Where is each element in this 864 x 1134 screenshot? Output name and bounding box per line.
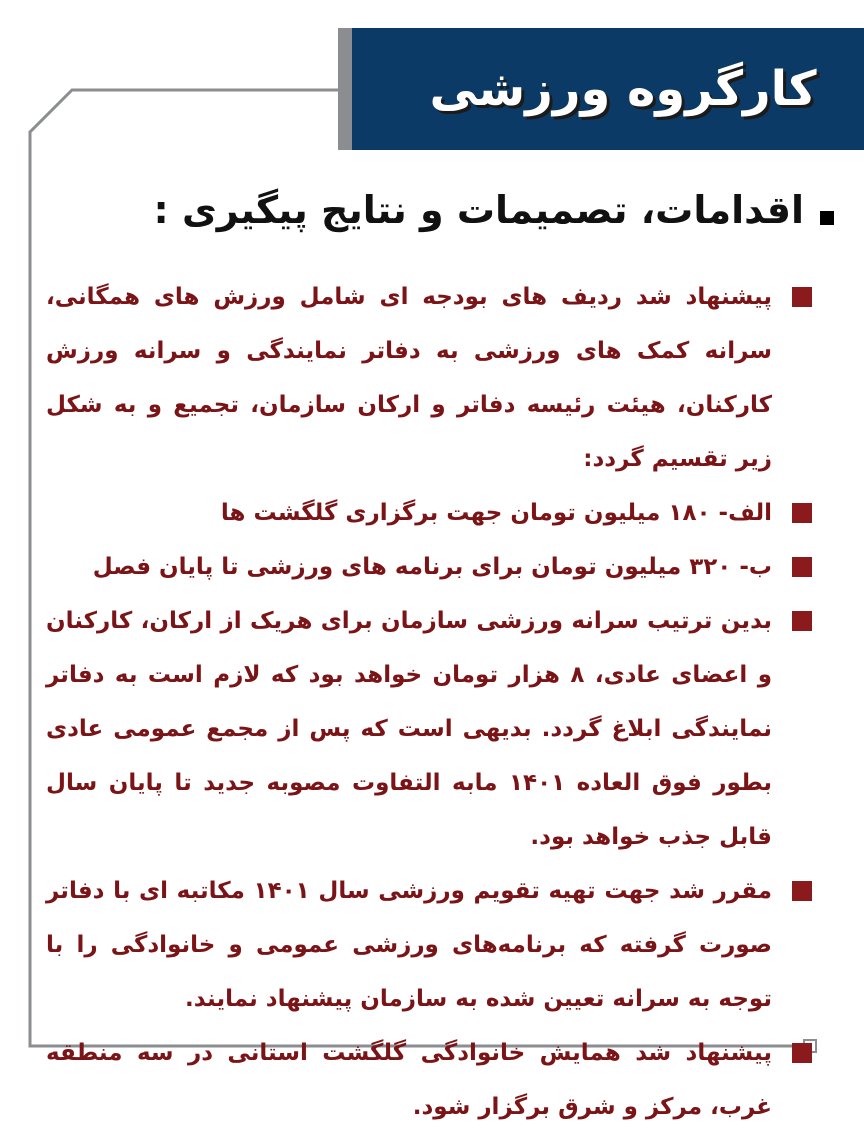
square-bullet-icon xyxy=(792,557,812,577)
list-item xyxy=(46,594,816,864)
list-item-text: ب- ۳۲۰ میلیون تومان برای برنامه های ورزشی تا پایان فصل xyxy=(92,554,772,580)
list-item-text: پیشنهاد شد ردیف های بودجه ای شامل ورزش های همگانی، سرانه کمک های ورزشی به دفاتر نمایندگی و سرانه ورزش کارکنان، هیئت رئیسه دفاتر و ارکان سازمان، تجمیع و به شکل زیر تقسیم گردد: xyxy=(46,284,772,472)
page-title: کارگروه ورزشی xyxy=(429,61,817,117)
section-heading xyxy=(154,188,834,232)
list-item xyxy=(46,540,816,594)
square-bullet-icon xyxy=(792,611,812,631)
list-item xyxy=(46,270,816,486)
list-item xyxy=(46,864,816,1026)
square-bullet-icon xyxy=(792,1043,812,1063)
list-item xyxy=(46,486,816,540)
section-heading-text: اقدامات، تصمیمات و نتایج پیگیری : xyxy=(153,188,804,232)
square-bullet-icon xyxy=(792,503,812,523)
list-item-text: پیشنهاد شد همایش خانوادگی گلگشت استانی در سه منطقه غرب، مرکز و شرق برگزار شود. xyxy=(46,1040,772,1120)
square-bullet-icon xyxy=(792,881,812,901)
square-bullet-icon xyxy=(792,287,812,307)
list-item-text: الف- ۱۸۰ میلیون تومان جهت برگزاری گلگشت ها xyxy=(220,500,772,526)
list-item xyxy=(46,1026,816,1134)
heading-bullet-icon xyxy=(820,211,834,225)
list-item-text: بدین ترتیب سرانه ورزشی سازمان برای هریک از ارکان، کارکنان و اعضای عادی، ۸ هزار تومان خواهد بود که لازم است به دفاتر نمایندگی ابلاغ گردد. بدیهی است که پس از مجمع عمومی عادی بطور فوق العاده ۱۴۰۱ مابه التفاوت مصوبه جدید تا پایان سال قابل جذب خواهد بود. xyxy=(46,608,773,850)
list-item-text: مقرر شد جهت تهیه تقویم ورزشی سال ۱۴۰۱ مکاتبه ای با دفاتر صورت گرفته که برنامه‌های ورزشی عمومی و خانوادگی را با توجه به سرانه تعیین شده به سازمان پیشنهاد نمایند. xyxy=(46,878,772,1012)
header-banner xyxy=(338,28,864,150)
decisions-list xyxy=(46,270,816,1134)
